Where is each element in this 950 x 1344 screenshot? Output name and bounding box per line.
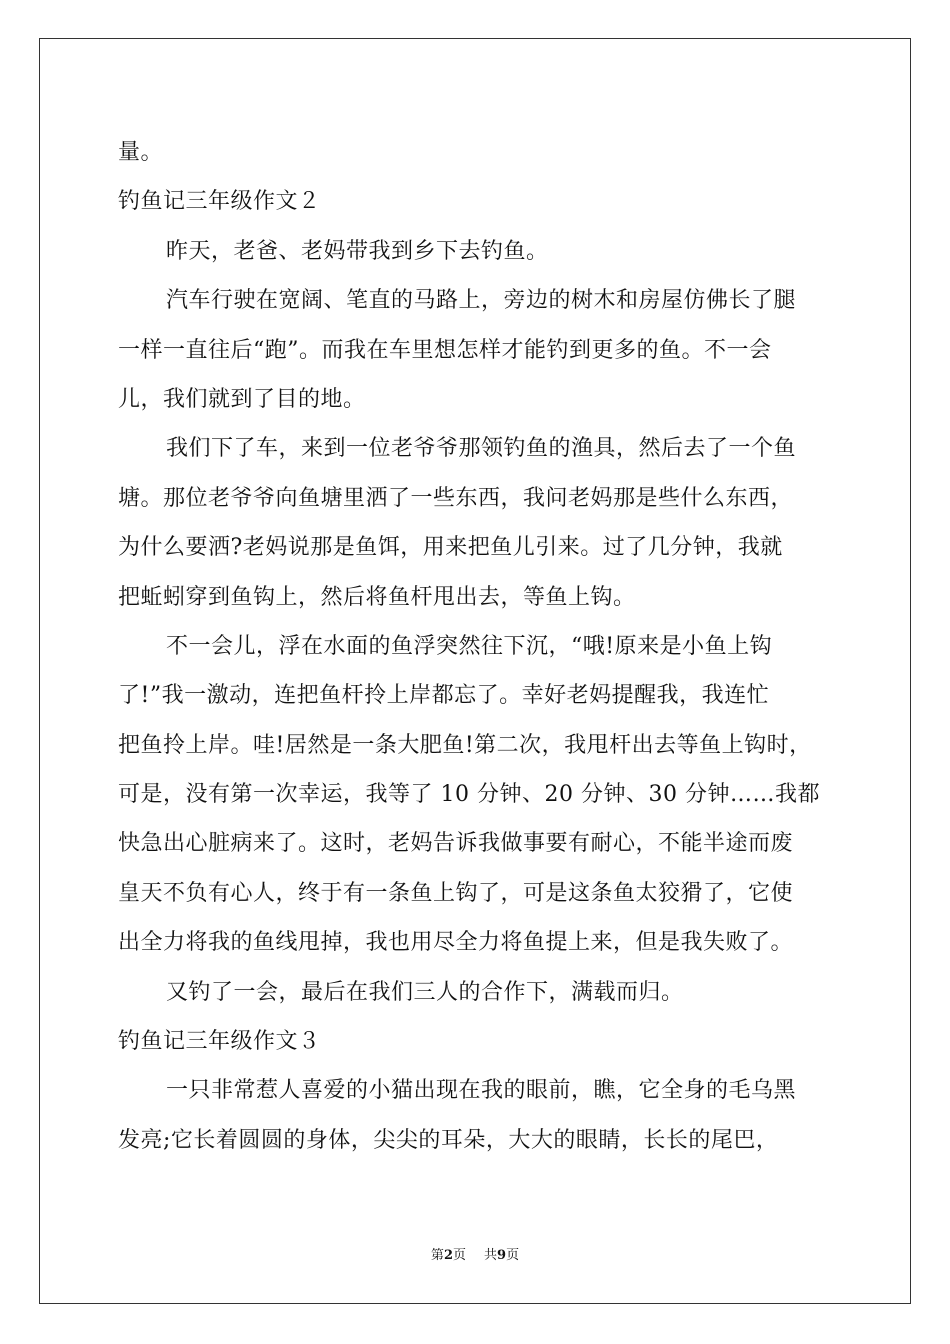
text-line: 不一会儿，浮在水面的鱼浮突然往下沉，“哦!原来是小鱼上钩 (166, 633, 773, 659)
text-line: 快急出心脏病来了。这时，老妈告诉我做事要有耐心，不能半途而废 (118, 831, 794, 857)
text-line: 把鱼拎上岸。哇!居然是一条大肥鱼!第二次，我甩杆出去等鱼上钩时， (118, 732, 812, 758)
text-line: 一只非常惹人喜爱的小猫出现在我的眼前，瞧，它全身的毛乌黑 (166, 1078, 797, 1104)
page-number-prefix: 第 (430, 1248, 444, 1263)
total-pages-prefix: 共 (484, 1248, 498, 1263)
text-line: 塘。那位老爷爷向鱼塘里洒了一些东西，我问老妈那是些什么东西， (118, 485, 794, 511)
total-page-number: 9 (497, 1248, 507, 1263)
text-line: 可是，没有第一次幸运，我等了 10 分钟、20 分钟、30 分钟……我都 (118, 782, 820, 808)
text-line: 一样一直往后“跑”。而我在车里想怎样才能钓到更多的鱼。不一会 (118, 337, 772, 363)
text-line: 汽车行驶在宽阔、笔直的马路上，旁边的树木和房屋仿佛长了腿 (166, 288, 797, 314)
page-footer (0, 1244, 950, 1263)
text-line: 量。 (118, 140, 164, 165)
page-number-suffix: 页 (452, 1248, 466, 1263)
text-line: 钓鱼记三年级作文３ (118, 1029, 321, 1055)
text-line: 了!”我一激动，连把鱼杆拎上岸都忘了。幸好老妈提醒我，我连忙 (118, 683, 770, 709)
text-line: 发亮;它长着圆圆的身体，尖尖的耳朵，大大的眼睛，长长的尾巴， (118, 1127, 779, 1153)
text-line: 皇天不负有心人，终于有一条鱼上钩了，可是这条鱼太狡猾了，它使 (118, 880, 794, 906)
current-page-number: 2 (443, 1248, 453, 1263)
text-line: 儿，我们就到了目的地。 (118, 386, 366, 412)
text-line: 昨天，老爸、老妈带我到乡下去钓鱼。 (166, 238, 549, 264)
text-line: 出全力将我的鱼线甩掉，我也用尽全力将鱼提上来，但是我失败了。 (118, 930, 794, 956)
text-line: 我们下了车，来到一位老爷爷那领钓鱼的渔具，然后去了一个鱼 (166, 436, 797, 462)
document-body (118, 128, 836, 1165)
text-line: 又钓了一会，最后在我们三人的合作下，满载而归。 (166, 979, 684, 1005)
text-line: 把蚯蚓穿到鱼钩上，然后将鱼杆甩出去，等鱼上钩。 (118, 584, 636, 610)
text-line: 为什么要洒?老妈说那是鱼饵，用来把鱼儿引来。过了几分钟，我就 (118, 535, 783, 561)
total-pages-suffix: 页 (506, 1248, 520, 1263)
text-line: 钓鱼记三年级作文２ (118, 189, 321, 215)
